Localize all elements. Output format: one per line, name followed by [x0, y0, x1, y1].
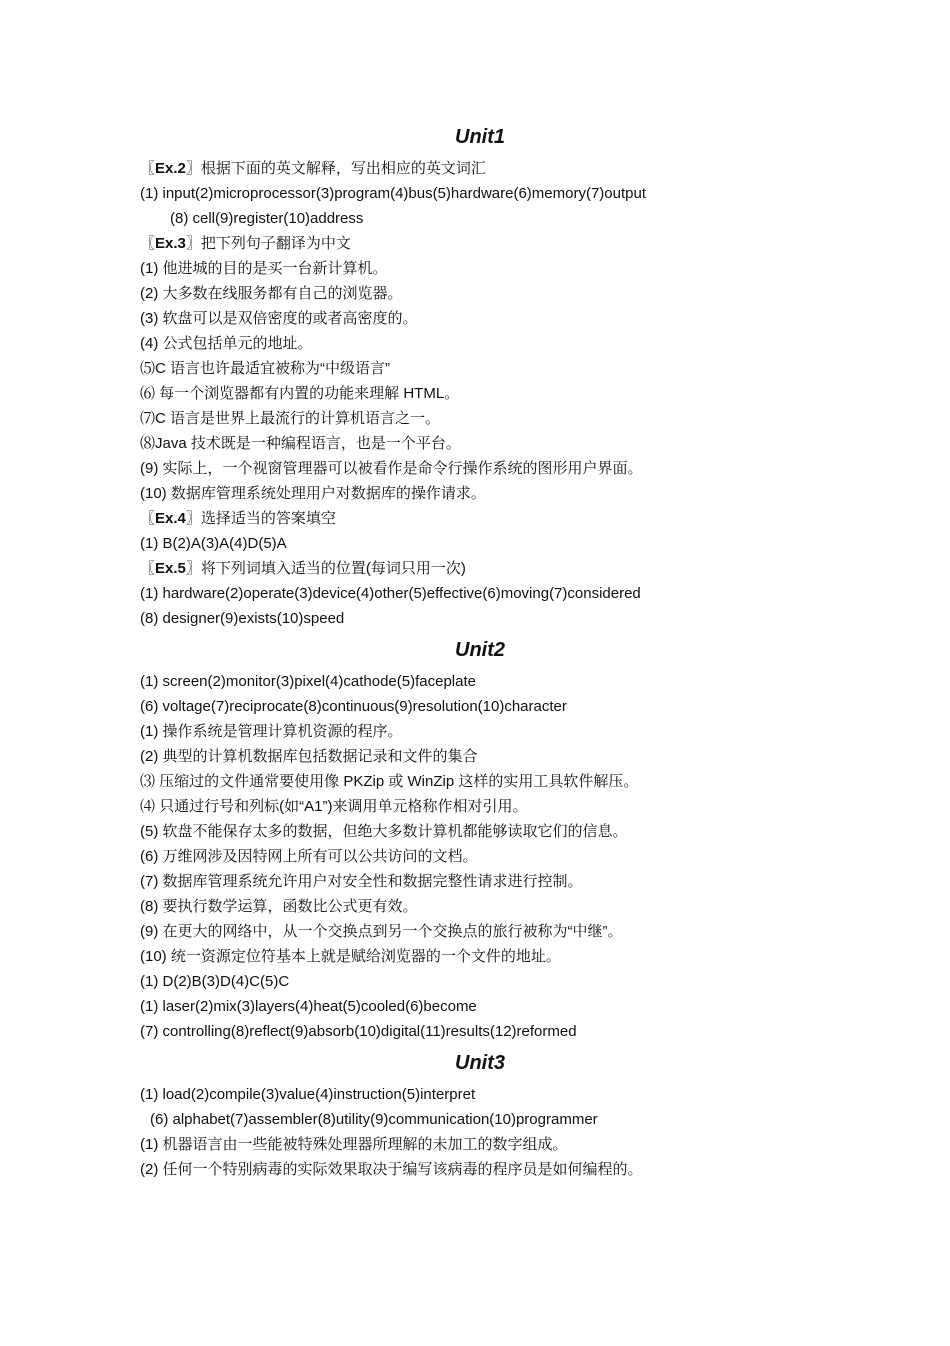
answer-line: (6) alphabet(7)assembler(8)utility(9)communication(10)programmer — [150, 1111, 598, 1128]
answer-line: (8) cell(9)register(10)address — [170, 210, 364, 227]
answer-line: (1) screen(2)monitor(3)pixel(4)cathode(5)faceplate — [140, 673, 476, 690]
answer-line: (1) D(2)B(3)D(4)C(5)C — [140, 973, 290, 990]
unit-section — [140, 118, 840, 631]
answer-line: ⑷ 只通过行号和列标(如“A1”)来调用单元格称作相对引用。 — [140, 798, 528, 815]
answer-line: (1) 机器语言由一些能被特殊处理器所理解的未加工的数字组成。 — [140, 1136, 568, 1153]
answer-line: (1) hardware(2)operate(3)device(4)other(5)effective(6)moving(7)considered — [140, 585, 641, 602]
answer-line: (1) load(2)compile(3)value(4)instruction(5)interpret — [140, 1086, 476, 1103]
unit-title: Unit2 — [455, 639, 505, 661]
answer-line: ⑸C 语言也许最适宜被称为“中级语言” — [140, 360, 390, 377]
answer-line: (9) 实际上，一个视窗管理器可以被看作是命令行操作系统的图形用户界面。 — [140, 460, 643, 477]
exercise-heading: 〖Ex.4〗选择适当的答案填空 — [140, 510, 336, 527]
answer-line: (6) voltage(7)reciprocate(8)continuous(9)resolution(10)character — [140, 698, 567, 715]
answer-line: (1) 他进城的目的是买一台新计算机。 — [140, 260, 388, 277]
answer-line: (10) 统一资源定位符基本上就是赋给浏览器的一个文件的地址。 — [140, 948, 561, 965]
answer-line: (10) 数据库管理系统处理用户对数据库的操作请求。 — [140, 485, 486, 502]
answer-line: (9) 在更大的网络中，从一个交换点到另一个交换点的旅行被称为“中继”。 — [140, 923, 623, 940]
answer-line: (1) input(2)microprocessor(3)program(4)bus(5)hardware(6)memory(7)output — [140, 185, 646, 202]
answer-line: (8) 要执行数学运算，函数比公式更有效。 — [140, 898, 418, 915]
unit-section — [140, 1044, 840, 1182]
answer-line: (1) laser(2)mix(3)layers(4)heat(5)cooled(6)become — [140, 998, 477, 1015]
unit-title: Unit3 — [455, 1052, 505, 1074]
answer-line: (7) controlling(8)reflect(9)absorb(10)digital(11)results(12)reformed — [140, 1023, 577, 1040]
answer-line: ⑹ 每一个浏览器都有内置的功能来理解 HTML。 — [140, 385, 460, 402]
answer-line: (5) 软盘不能保存太多的数据，但绝大多数计算机都能够读取它们的信息。 — [140, 823, 628, 840]
exercise-heading: 〖Ex.3〗把下列句子翻译为中文 — [140, 235, 351, 252]
answer-line: (8) designer(9)exists(10)speed — [140, 610, 345, 627]
exercise-heading: 〖Ex.5〗将下列词填入适当的位置(每词只用一次) — [140, 560, 466, 577]
answer-line: (2) 大多数在线服务都有自己的浏览器。 — [140, 285, 403, 302]
answer-line: (1) B(2)A(3)A(4)D(5)A — [140, 535, 287, 552]
document-page — [140, 118, 840, 1182]
answer-line: (1) 操作系统是管理计算机资源的程序。 — [140, 723, 403, 740]
answer-line: (4) 公式包括单元的地址。 — [140, 335, 313, 352]
exercise-heading: 〖Ex.2〗根据下面的英文解释，写出相应的英文词汇 — [140, 160, 486, 177]
answer-line: ⑺C 语言是世界上最流行的计算机语言之一。 — [140, 410, 441, 427]
answer-line: ⑶ 压缩过的文件通常要使用像 PKZip 或 WinZip 这样的实用工具软件解压。 — [140, 773, 639, 790]
answer-line: (6) 万维网涉及因特网上所有可以公共访问的文档。 — [140, 848, 478, 865]
answer-line: (7) 数据库管理系统允许用户对安全性和数据完整性请求进行控制。 — [140, 873, 583, 890]
unit-title: Unit1 — [455, 126, 505, 148]
answer-line: (2) 任何一个特别病毒的实际效果取决于编写该病毒的程序员是如何编程的。 — [140, 1161, 643, 1178]
answer-line: (3) 软盘可以是双倍密度的或者高密度的。 — [140, 310, 418, 327]
unit-section — [140, 631, 840, 1044]
answer-line: (2) 典型的计算机数据库包括数据记录和文件的集合 — [140, 748, 478, 765]
answer-line: ⑻Java 技术既是一种编程语言，也是一个平台。 — [140, 435, 461, 452]
